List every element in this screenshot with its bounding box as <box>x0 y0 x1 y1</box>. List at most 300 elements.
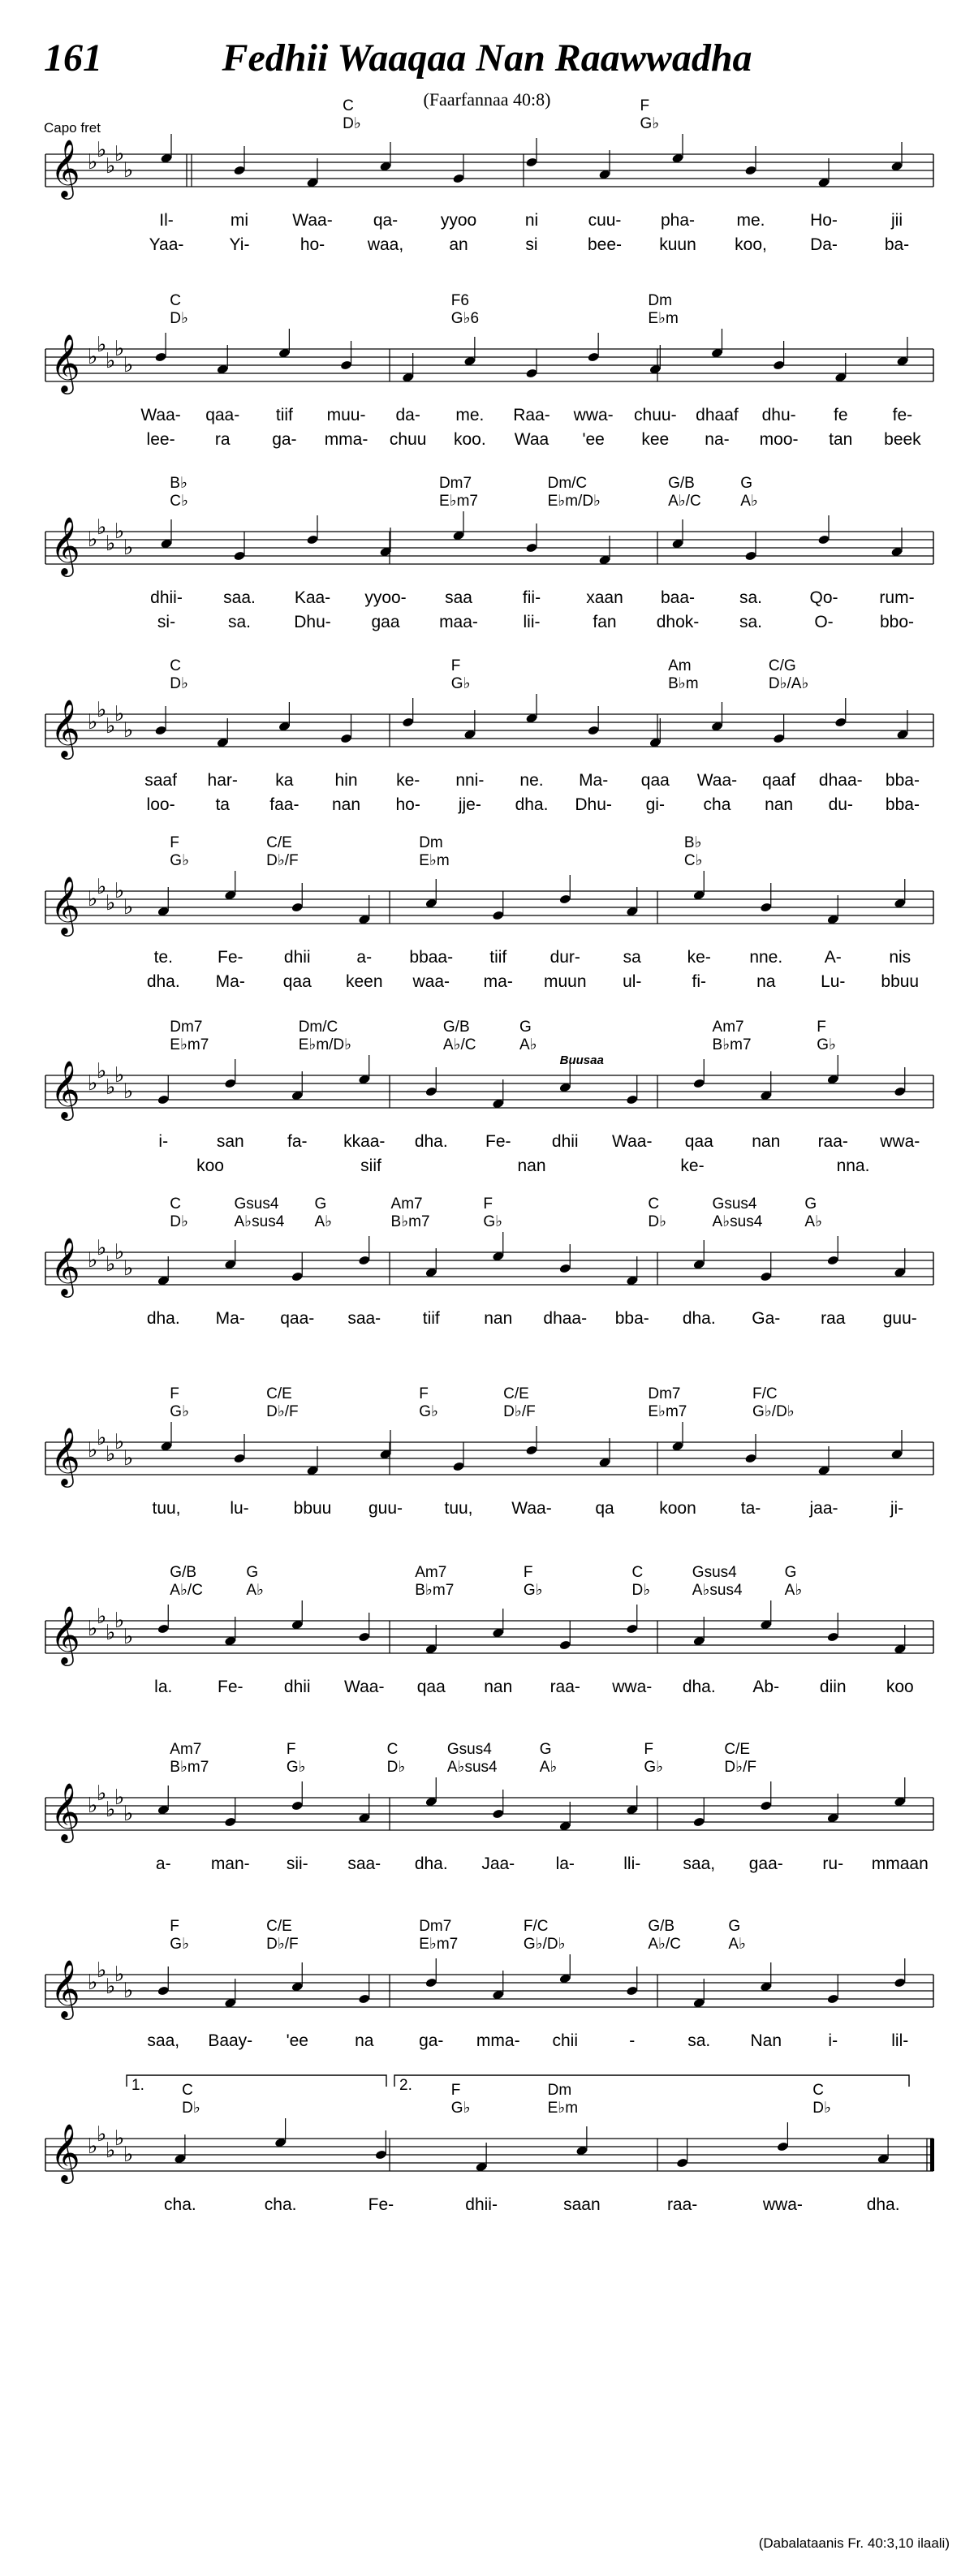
lyric-syllable: ba- <box>884 235 910 254</box>
lyric-syllable: raa- <box>817 1132 848 1151</box>
note-head <box>773 733 785 743</box>
lyric-syllable: sa. <box>739 613 763 631</box>
chord-name-capo: D♭ <box>170 310 188 327</box>
chord-name: F <box>640 97 650 114</box>
lyric-syllable: maa- <box>439 613 478 631</box>
note-head <box>154 725 166 735</box>
lyric-syllable: du- <box>828 795 853 814</box>
flat-icon: ♭ <box>97 1236 107 1260</box>
flat-icon: ♭ <box>97 1605 107 1629</box>
lyric-syllable: Da- <box>810 235 838 254</box>
chord-name: G <box>539 1741 552 1758</box>
lyric-syllable: - <box>629 2031 636 2050</box>
chord-name-capo: E♭m <box>547 2100 579 2117</box>
note-head <box>154 351 166 362</box>
chord-name: F <box>644 1741 654 1758</box>
lyric-syllable: sa. <box>687 2031 711 2050</box>
chord-name-capo: A♭ <box>784 1582 803 1599</box>
chord-name-capo: E♭m7 <box>648 1403 687 1420</box>
lyric-syllable: jii <box>891 211 903 230</box>
lyric-syllable: dhii <box>283 1678 311 1696</box>
lyric-syllable: me. <box>736 211 765 230</box>
lyric-syllable: kkaa- <box>343 1132 386 1151</box>
lyric-syllable: Ab- <box>752 1678 780 1696</box>
chord-name: Am7 <box>712 1019 744 1036</box>
lyric-syllable: hin <box>334 771 358 790</box>
chord-name: G <box>740 475 752 492</box>
capo-label: Capo fret <box>44 120 101 136</box>
chord-name: G <box>784 1564 797 1581</box>
lyric-syllable: Waa- <box>292 211 333 230</box>
lyric-syllable: Waa <box>514 430 549 449</box>
lyric-syllable: faa- <box>269 795 300 814</box>
chord-name-capo: A♭/C <box>648 1936 681 1953</box>
lyric-syllable: saaf <box>144 771 177 790</box>
lyric-syllable: cuu- <box>588 211 622 230</box>
chord-name: G <box>804 1195 817 1213</box>
note-head <box>340 733 352 743</box>
note-head <box>894 1086 906 1096</box>
note-head <box>744 550 756 561</box>
chord-name: C/G <box>768 657 796 674</box>
section-annotation: Buusaa <box>559 1053 604 1067</box>
lyric-syllable: qaa <box>282 972 312 991</box>
chord-name-capo: B♭m7 <box>712 1036 752 1053</box>
lyric-syllable: bbuu <box>881 972 920 991</box>
lyric-syllable: loo- <box>146 795 175 814</box>
system-11 <box>45 1954 933 2020</box>
lyric-syllable: te. <box>153 948 173 967</box>
lyric-syllable: waa- <box>412 972 450 991</box>
lyric-syllable: ul- <box>623 972 642 991</box>
lyric-syllable: me. <box>455 406 485 424</box>
flat-icon: ♭ <box>106 1442 116 1467</box>
chord-name: F <box>817 1019 826 1036</box>
chord-name: Am7 <box>390 1195 423 1213</box>
flat-icon: ♭ <box>114 1240 125 1264</box>
lyric-syllable: ru- <box>822 1854 844 1873</box>
lyric-syllable: Waa- <box>612 1132 653 1151</box>
chord-name: C/E <box>266 1918 292 1935</box>
lyric-syllable: lee- <box>146 430 175 449</box>
note-head <box>452 173 464 183</box>
note-head <box>827 1993 839 2004</box>
lyric-syllable: dhu- <box>761 406 796 424</box>
chord-name: G <box>519 1019 532 1036</box>
chord-name: G <box>728 1918 741 1935</box>
chord-name-capo: C♭ <box>170 493 188 510</box>
chord-name-capo: D♭ <box>812 2100 831 2117</box>
note-head <box>375 2149 387 2160</box>
chord-name: C <box>812 2082 825 2099</box>
lyric-syllable: na- <box>705 430 730 449</box>
lyric-syllable: kee <box>641 430 670 449</box>
lyric-syllable: Nan <box>750 2031 782 2050</box>
treble-clef-icon: 𝄞 <box>50 138 80 197</box>
lyric-syllable: koon <box>659 1499 696 1518</box>
flat-icon: ♭ <box>123 1256 134 1281</box>
flat-icon: ♭ <box>106 1975 116 1999</box>
chord-name: Dm7 <box>438 475 472 492</box>
flat-icon: ♭ <box>88 1971 98 1995</box>
chord-name-capo: A♭ <box>519 1036 537 1053</box>
chord-name: F <box>450 2082 461 2099</box>
lyric-syllable: jaa- <box>809 1499 838 1518</box>
lyric-syllable: ga- <box>419 2031 444 2050</box>
lyric-syllable: koo <box>886 1678 914 1696</box>
lyric-syllable: muun <box>543 972 587 991</box>
chord-name: C/E <box>503 1385 529 1402</box>
lyric-syllable: raa <box>821 1309 846 1328</box>
lyric-syllable: dhii- <box>150 588 183 607</box>
note-head <box>525 368 537 378</box>
note-head <box>157 1985 170 1996</box>
chord-name-capo: D♭/F <box>266 852 299 869</box>
lyric-syllable: dha. <box>866 2195 900 2214</box>
lyric-syllable: nan <box>484 1309 513 1328</box>
lyric-syllable: i- <box>828 2031 838 2050</box>
lyric-syllable: siif <box>360 1157 381 1175</box>
chord-name-capo: A♭sus4 <box>234 1213 285 1230</box>
lyric-syllable: san <box>216 1132 244 1151</box>
flat-icon: ♭ <box>114 1962 125 1987</box>
flat-icon: ♭ <box>114 337 125 361</box>
note-head <box>224 1816 236 1827</box>
note-head <box>402 717 414 727</box>
treble-clef-icon: 𝄞 <box>50 515 80 575</box>
lyric-syllable: tiif <box>489 948 507 967</box>
lyric-syllable: wwa- <box>612 1678 653 1696</box>
chord-name-capo: G♭/D♭ <box>752 1403 795 1420</box>
chord-name: F6 <box>450 292 469 309</box>
flat-icon: ♭ <box>97 2122 107 2147</box>
note-head <box>559 894 571 904</box>
chord-name: C <box>386 1741 399 1758</box>
flat-icon: ♭ <box>106 1252 116 1277</box>
note-head <box>452 1461 464 1471</box>
lyric-syllable: saa <box>445 588 472 607</box>
lyric-syllable: qaaf <box>762 771 796 790</box>
chord-name-capo: D♭ <box>343 115 361 132</box>
note-head <box>559 1639 571 1650</box>
lyric-syllable: dha. <box>682 1678 716 1696</box>
flat-icon: ♭ <box>114 1430 125 1454</box>
lyric-syllable: ga- <box>272 430 297 449</box>
lyric-syllable: lii- <box>523 613 541 631</box>
chord-name: Gsus4 <box>234 1195 279 1213</box>
lyric-syllable: nan <box>765 795 794 814</box>
flat-icon: ♭ <box>123 158 134 183</box>
chord-name: G/B <box>648 1918 675 1935</box>
chord-name: B♭ <box>170 475 187 492</box>
lyric-syllable: an <box>449 235 468 254</box>
chord-name-capo: D♭ <box>170 1213 188 1230</box>
chord-name: G/B <box>170 1564 197 1581</box>
lyric-syllable: bba- <box>885 795 920 814</box>
flat-icon: ♭ <box>88 1438 98 1462</box>
chord-name-capo: G♭ <box>450 2100 471 2117</box>
chord-name-capo: A♭ <box>740 493 758 510</box>
hymn-number: 161 <box>44 37 102 80</box>
chord-name: Dm/C <box>298 1019 338 1036</box>
lyric-syllable: chuu- <box>634 406 677 424</box>
chord-name-capo: G♭ <box>170 1403 190 1420</box>
flat-icon: ♭ <box>97 1958 107 1983</box>
chord-name-capo: D♭/F <box>266 1403 299 1420</box>
chord-name: Am <box>668 657 692 674</box>
lyric-syllable: saan <box>563 2195 601 2214</box>
note-head <box>358 1255 370 1265</box>
note-head <box>773 360 785 370</box>
second-ending-bracket <box>394 2075 909 2087</box>
lyric-syllable: ke- <box>680 1157 705 1175</box>
lyric-syllable: fan <box>593 613 617 631</box>
treble-clef-icon: 𝄞 <box>50 2122 80 2182</box>
lyric-syllable: cha. <box>264 2195 297 2214</box>
lyric-syllable: nan <box>517 1157 546 1175</box>
lyric-syllable: guu- <box>882 1309 917 1328</box>
flat-icon: ♭ <box>106 1798 116 1822</box>
chord-name-capo: E♭m7 <box>438 493 478 510</box>
chord-name-capo: B♭m7 <box>390 1213 430 1230</box>
flat-icon: ♭ <box>88 528 98 552</box>
lyric-syllable: ke- <box>687 948 711 967</box>
flat-icon: ♭ <box>88 887 98 911</box>
system-8 <box>45 1422 933 1488</box>
flat-icon: ♭ <box>106 2139 116 2163</box>
chord-name: F <box>170 834 179 851</box>
final-barline-thick <box>930 2139 934 2171</box>
system-3 <box>45 511 933 577</box>
lyric-syllable: yyoo- <box>364 588 407 607</box>
lyric-syllable: dha. <box>682 1309 716 1328</box>
lyric-syllable: qaa- <box>205 406 240 424</box>
lyric-syllable: nan <box>332 795 361 814</box>
chord-name-capo: D♭/F <box>724 1759 756 1776</box>
treble-clef-icon: 𝄞 <box>50 1236 80 1295</box>
system-2 <box>45 329 933 394</box>
chord-name-capo: G♭ <box>170 1936 190 1953</box>
note-head <box>760 1271 772 1282</box>
lyric-syllable: Kaa- <box>294 588 331 607</box>
treble-clef-icon: 𝄞 <box>50 333 80 392</box>
lyric-syllable: Lu- <box>821 972 846 991</box>
chord-name-capo: E♭m/D♭ <box>547 493 601 510</box>
lyric-syllable: diin <box>819 1678 847 1696</box>
lyric-syllable: raa- <box>549 1678 580 1696</box>
note-head <box>834 717 847 727</box>
chord-name-capo: B♭m7 <box>415 1582 455 1599</box>
lyric-syllable: dhaa- <box>818 771 863 790</box>
hymn-subtitle: (Faarfannaa 40:8) <box>423 89 551 110</box>
second-ending-label: 2. <box>399 2077 412 2094</box>
lyric-syllable: ni <box>524 211 539 230</box>
chord-name: F <box>170 1918 179 1935</box>
lyric-syllable: Waa- <box>511 1499 552 1518</box>
flat-icon: ♭ <box>106 1621 116 1645</box>
lyric-syllable: Waa- <box>696 771 738 790</box>
note-head <box>626 1985 638 1996</box>
lyric-syllable: sa. <box>227 613 252 631</box>
lyric-syllable: Il- <box>159 211 174 230</box>
flat-icon: ♭ <box>97 1781 107 1806</box>
chord-name: Gsus4 <box>712 1195 757 1213</box>
chord-name: F <box>483 1195 493 1213</box>
note-head <box>587 351 599 362</box>
lyric-syllable: bba- <box>614 1309 649 1328</box>
system-7 <box>45 1232 933 1298</box>
lyric-syllable: si <box>525 235 538 254</box>
note-head <box>827 1255 839 1265</box>
lyric-syllable: ho- <box>395 795 420 814</box>
lyric-syllable: bee- <box>587 235 623 254</box>
chord-name-capo: G♭ <box>817 1036 836 1053</box>
chord-name: B♭ <box>683 834 702 851</box>
lyric-syllable: Fe- <box>218 948 244 967</box>
chord-name-capo: C♭ <box>683 852 703 869</box>
flat-icon: ♭ <box>97 1426 107 1450</box>
lyric-syllable: waa, <box>367 235 404 254</box>
lyric-syllable: lli- <box>623 1854 641 1873</box>
chord-name: C/E <box>266 834 292 851</box>
chord-name: G <box>246 1564 259 1581</box>
note-head <box>291 1800 304 1811</box>
note-head <box>744 165 756 175</box>
lyric-syllable: dha. <box>146 972 180 991</box>
flat-icon: ♭ <box>114 879 125 903</box>
chord-name: Dm <box>648 292 672 309</box>
lyric-syllable: saa- <box>347 1854 381 1873</box>
lyric-syllable: dhaa- <box>543 1309 588 1328</box>
lyric-syllable: ho- <box>300 235 325 254</box>
lyric-syllable: qaa <box>684 1132 713 1151</box>
lyric-syllable: ta- <box>740 1499 761 1518</box>
treble-clef-icon: 𝄞 <box>50 698 80 757</box>
chord-name: Dm <box>419 834 443 851</box>
flat-icon: ♭ <box>88 345 98 369</box>
chord-name-capo: A♭ <box>246 1582 264 1599</box>
flat-icon: ♭ <box>123 1979 134 2003</box>
lyric-syllable: Fe- <box>218 1678 244 1696</box>
flat-icon: ♭ <box>88 710 98 734</box>
lyric-syllable: fi- <box>692 972 706 991</box>
lyric-syllable: Ma- <box>215 1309 245 1328</box>
lyric-syllable: bbaa- <box>409 948 454 967</box>
chord-name: Dm7 <box>648 1385 681 1402</box>
note-head <box>157 1094 170 1105</box>
lyric-syllable: koo <box>196 1157 224 1175</box>
flat-icon: ♭ <box>88 2134 98 2159</box>
hymn-title: Fedhii Waaqaa Nan Raawwadha <box>222 37 752 80</box>
lyric-syllable: man- <box>210 1854 250 1873</box>
chord-name: Dm7 <box>170 1019 203 1036</box>
lyric-syllable: ra <box>214 430 231 449</box>
lyric-syllable: ne. <box>519 771 544 790</box>
system-4 <box>45 694 933 760</box>
lyric-syllable: dhii- <box>465 2195 498 2214</box>
chord-name-capo: A♭ <box>804 1213 823 1230</box>
flat-icon: ♭ <box>123 2143 134 2167</box>
lyric-syllable: sa. <box>739 588 763 607</box>
lyric-syllable: fii- <box>522 588 541 607</box>
lyric-syllable: si- <box>157 613 176 631</box>
chord-name-capo: E♭m/D♭ <box>298 1036 352 1053</box>
chord-name: F <box>523 1564 533 1581</box>
lyric-syllable: mma- <box>324 430 368 449</box>
chord-name-capo: D♭/F <box>266 1936 299 1953</box>
lyric-syllable: la. <box>154 1678 173 1696</box>
chord-name: Gsus4 <box>446 1741 492 1758</box>
chord-name-capo: G♭ <box>523 1582 543 1599</box>
chord-name-capo: B♭m <box>668 675 699 692</box>
flat-icon: ♭ <box>123 1625 134 1649</box>
chord-name-capo: A♭/C <box>170 1582 203 1599</box>
chord-name: F/C <box>523 1918 549 1935</box>
lyric-syllable: jje- <box>458 795 481 814</box>
lyric-syllable: ta <box>215 795 230 814</box>
lyric-syllable: har- <box>207 771 238 790</box>
system-1 <box>45 134 933 200</box>
lyric-syllable: na <box>756 972 776 991</box>
flat-icon: ♭ <box>114 1609 125 1633</box>
chord-name: C <box>170 1195 182 1213</box>
lyric-syllable: 'ee <box>582 430 605 449</box>
chord-name: F/C <box>752 1385 778 1402</box>
system-10 <box>45 1777 933 1843</box>
lyric-syllable: cha. <box>164 2195 196 2214</box>
chord-name: C <box>170 657 182 674</box>
flat-icon: ♭ <box>114 702 125 726</box>
lyric-syllable: i- <box>158 1132 169 1151</box>
lyric-syllable: wwa- <box>762 2195 803 2214</box>
system-6 <box>45 1055 933 1121</box>
lyric-syllable: Waa- <box>344 1678 385 1696</box>
chord-name-capo: E♭m7 <box>170 1036 209 1053</box>
lyric-syllable: fa- <box>287 1132 308 1151</box>
chord-name: C/E <box>724 1741 751 1758</box>
flat-icon: ♭ <box>106 154 116 179</box>
lyric-syllable: wwa- <box>880 1132 920 1151</box>
chord-name-capo: A♭ <box>728 1936 746 1953</box>
lyric-syllable: dhii <box>283 948 311 967</box>
treble-clef-icon: 𝄞 <box>50 1958 80 2018</box>
chord-name: F <box>286 1741 296 1758</box>
chord-name: F <box>419 1385 429 1402</box>
lyric-syllable: dha. <box>515 795 549 814</box>
lyric-syllable: bbo- <box>879 613 915 631</box>
note-head <box>340 360 352 370</box>
lyric-syllable: sa <box>623 948 641 967</box>
lyric-syllable: tan <box>829 430 853 449</box>
lyric-syllable: lil- <box>891 2031 909 2050</box>
chord-name-capo: A♭ <box>539 1759 558 1776</box>
chord-name-capo: G♭ <box>450 675 471 692</box>
note-head <box>425 1086 437 1096</box>
lyric-syllable: nne. <box>749 948 783 967</box>
flat-icon: ♭ <box>106 1075 116 1100</box>
note-head <box>157 1623 170 1634</box>
chord-name: Dm7 <box>419 1918 452 1935</box>
lyric-syllable: la- <box>555 1854 575 1873</box>
lyric-syllable: moo- <box>759 430 799 449</box>
chord-name-capo: A♭sus4 <box>446 1759 498 1776</box>
chord-name: G <box>314 1195 327 1213</box>
lyric-syllable: qaa- <box>280 1309 315 1328</box>
lyric-syllable: lu- <box>230 1499 249 1518</box>
lyric-syllable: cha <box>703 795 731 814</box>
lyric-syllable: tiif <box>275 406 293 424</box>
chord-name: C <box>648 1195 660 1213</box>
